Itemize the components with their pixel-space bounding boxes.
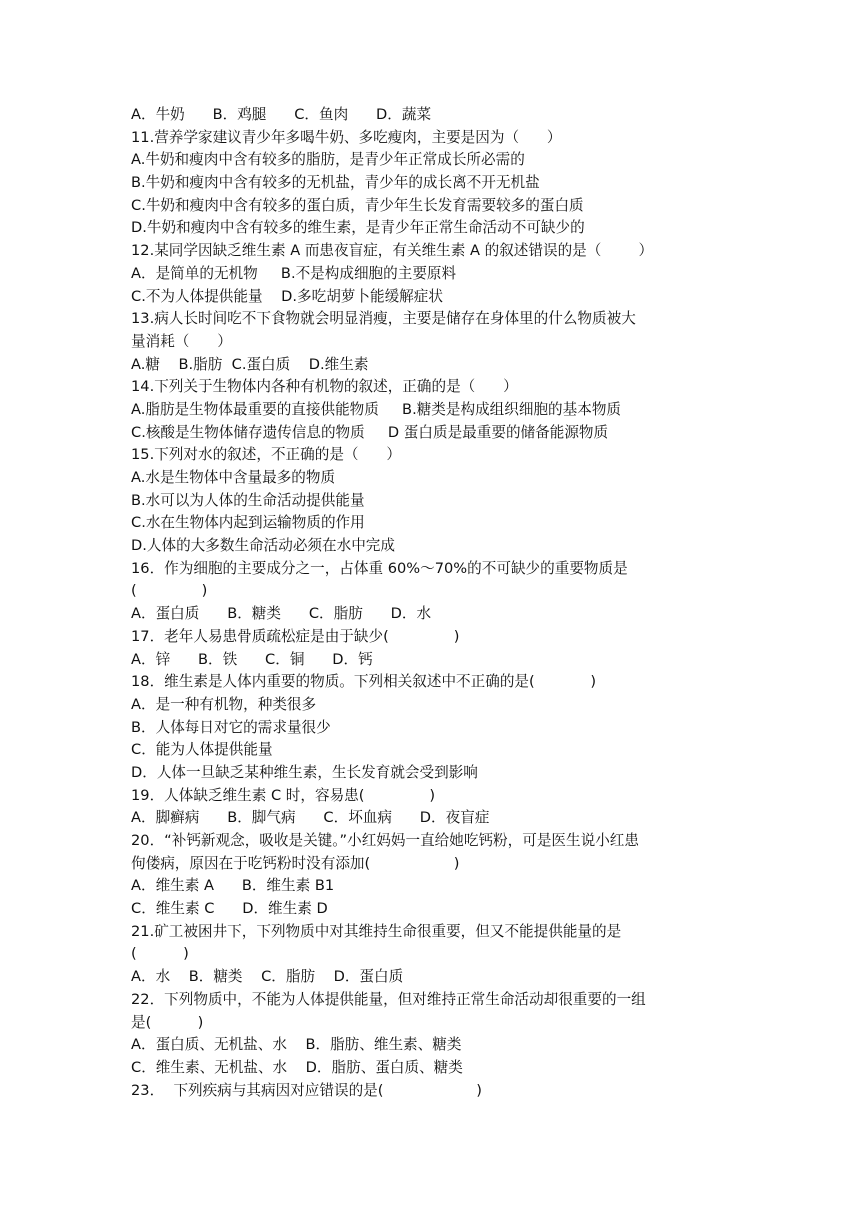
question-20: 20．“补钙新观念，吸收是关键。”小红妈妈一直给她吃钙粉，可是医生说小红患 xyxy=(131,832,639,849)
document-page xyxy=(131,104,731,1102)
text-line: C.不为人体提供能量 D.多吃胡萝卜能缓解症状 xyxy=(131,287,443,305)
text-line: A．水 B．糖类 C．脂肪 D．蛋白质 xyxy=(131,968,404,986)
text-line: A．是一种有机物，种类很多 xyxy=(131,695,317,713)
question-15: 15.下列对水的叙述，不正确的是（ ） xyxy=(131,446,401,464)
text-line: C.牛奶和瘦肉中含有较多的蛋白质，青少年生长发育需要较多的蛋白质 xyxy=(131,196,584,214)
question-23: 23． 下列疾病与其病因对应错误的是( ) xyxy=(131,1081,482,1099)
text-line: 量消耗（ ） xyxy=(131,332,232,350)
question-14: 14.下列关于生物体内各种有机物的叙述，正确的是（ ） xyxy=(131,378,518,396)
question-18: 18．维生素是人体内重要的物质。下列相关叙述中不正确的是( ) xyxy=(131,673,597,691)
question-12: 12.某同学因缺乏维生素 A 而患夜盲症，有关维生素 A 的叙述错误的是（ ） xyxy=(131,242,654,260)
question-16: 16．作为细胞的主要成分之一，占体重 60%～70%的不可缺少的重要物质是 xyxy=(131,559,628,577)
text-line: B．人体每日对它的需求量很少 xyxy=(131,718,331,736)
text-line: 佝偻病，原因在于吃钙粉时没有添加( ) xyxy=(131,854,460,872)
text-line: A.脂肪是生物体最重要的直接供能物质 B.糖类是构成组织细胞的基本物质 xyxy=(131,400,622,418)
question-22: 22．下列物质中，不能为人体提供能量，但对维持正常生命活动却很重要的一组 xyxy=(131,990,646,1008)
text-line: ( ) xyxy=(131,945,189,963)
text-line: D.牛奶和瘦肉中含有较多的维生素，是青少年正常生命活动不可缺少的 xyxy=(131,219,585,237)
text-line: A.水是生物体中含量最多的物质 xyxy=(131,469,336,486)
text-line: B.水可以为人体的生命活动提供能量 xyxy=(131,491,365,509)
question-21: 21.矿工被困井下，下列物质中对其维持生命很重要，但又不能提供能量的是 xyxy=(131,922,622,940)
text-line: A．蛋白质、无机盐、水 B．脂肪、维生素、糖类 xyxy=(131,1036,462,1054)
text-line: A．维生素 A B．维生素 B1 xyxy=(131,877,335,895)
question-11: 11.营养学家建议青少年多喝牛奶、多吃瘦肉，主要是因为（ ） xyxy=(131,128,562,146)
text-line: C．维生素、无机盐、水 D．脂肪、蛋白质、糖类 xyxy=(131,1058,463,1076)
text-line: C．能为人体提供能量 xyxy=(131,741,273,759)
text-line: ( ) xyxy=(131,582,208,600)
text-line: C.水在生物体内起到运输物质的作用 xyxy=(131,514,365,532)
question-19: 19．人体缺乏维生素 C 时，容易患( ) xyxy=(131,786,436,804)
text-line: B.牛奶和瘦肉中含有较多的无机盐，青少年的成长离不开无机盐 xyxy=(131,174,540,192)
text-line: A．是简单的无机物 B.不是构成细胞的主要原料 xyxy=(131,264,457,282)
text-line: A．蛋白质 B．糖类 C．脂肪 D．水 xyxy=(131,605,432,623)
text-line: C.核酸是生物体储存遗传信息的物质 D 蛋白质是最重要的储备能源物质 xyxy=(131,423,609,441)
text-line: C．维生素 C D．维生素 D xyxy=(131,900,328,918)
text-line: D．人体一旦缺乏某种维生素，生长发育就会受到影响 xyxy=(131,763,478,781)
text-line: 是( ) xyxy=(131,1013,204,1031)
text-line: A．锌 B．铁 C．铜 D．钙 xyxy=(131,650,373,668)
question-13: 13.病人长时间吃不下食物就会明显消瘦，主要是储存在身体里的什么物质被大 xyxy=(131,310,636,328)
text-line: A.糖 B.脂肪 C.蛋白质 D.维生素 xyxy=(131,355,369,373)
question-17: 17．老年人易患骨质疏松症是由于缺少( ) xyxy=(131,627,460,645)
text-line: A.牛奶和瘦肉中含有较多的脂肪，是青少年正常成长所必需的 xyxy=(131,151,525,169)
text-line: D.人体的大多数生命活动必须在水中完成 xyxy=(131,537,395,555)
text-line: A．脚癣病 B．脚气病 C．坏血病 D．夜盲症 xyxy=(131,809,490,827)
text-line: A．牛奶 B．鸡腿 C．鱼肉 D．蔬菜 xyxy=(131,106,432,123)
